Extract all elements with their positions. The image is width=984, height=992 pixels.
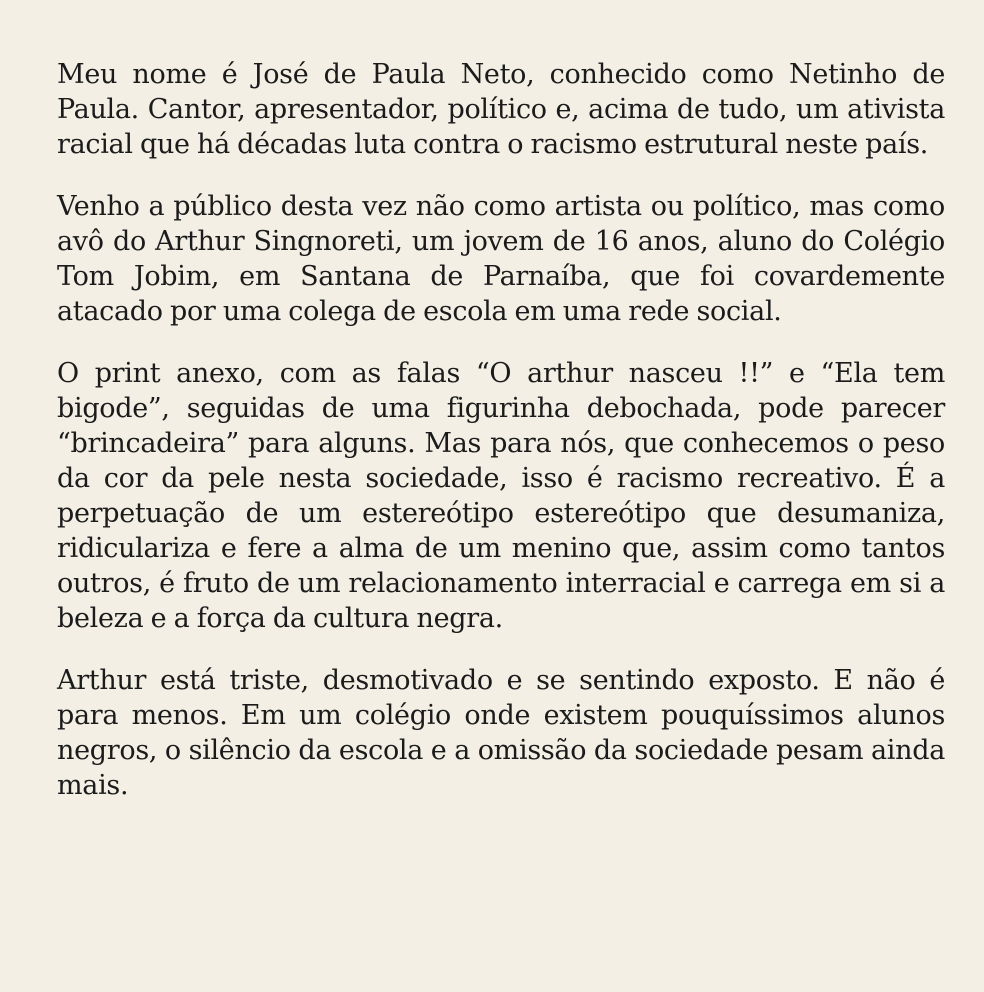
- paragraph-grandfather-statement: Venho a público desta vez não como artista ou político, mas como avô do Arthur Singnoreti, um jovem de 16 anos, aluno do Colégio Tom Jobim, em Santana de Parnaíba, que foi covardemente atacado por uma colega de escola em uma rede social.: [57, 191, 945, 327]
- letter-body: [57, 57, 945, 830]
- paragraph-arthur-state: Arthur está triste, desmotivado e se sentindo exposto. E não é para menos. Em um colégio onde existem pouquíssimos alunos negros, o silêncio da escola e a omissão da sociedade pesam ainda mais.: [57, 665, 945, 801]
- paragraph-racism-description: O print anexo, com as falas “O arthur nasceu !!” e “Ela tem bigode”, seguidas de uma figurinha debochada, pode parecer “brincadeira” para alguns. Mas para nós, que conhecemos o peso da cor da pele nesta sociedade, isso é racismo recreativo. É a perpetuação de um estereótipo estereótipo que desumaniza, ridiculariza e fere a alma de um menino que, assim como tantos outros, é fruto de um relacionamento interracial e carrega em si a beleza e a força da cultura negra.: [57, 358, 945, 634]
- paragraph-introduction: Meu nome é José de Paula Neto, conhecido como Netinho de Paula. Cantor, apresentador, político e, acima de tudo, um ativista racial que há décadas luta contra o racismo estrutural neste país.: [57, 59, 945, 160]
